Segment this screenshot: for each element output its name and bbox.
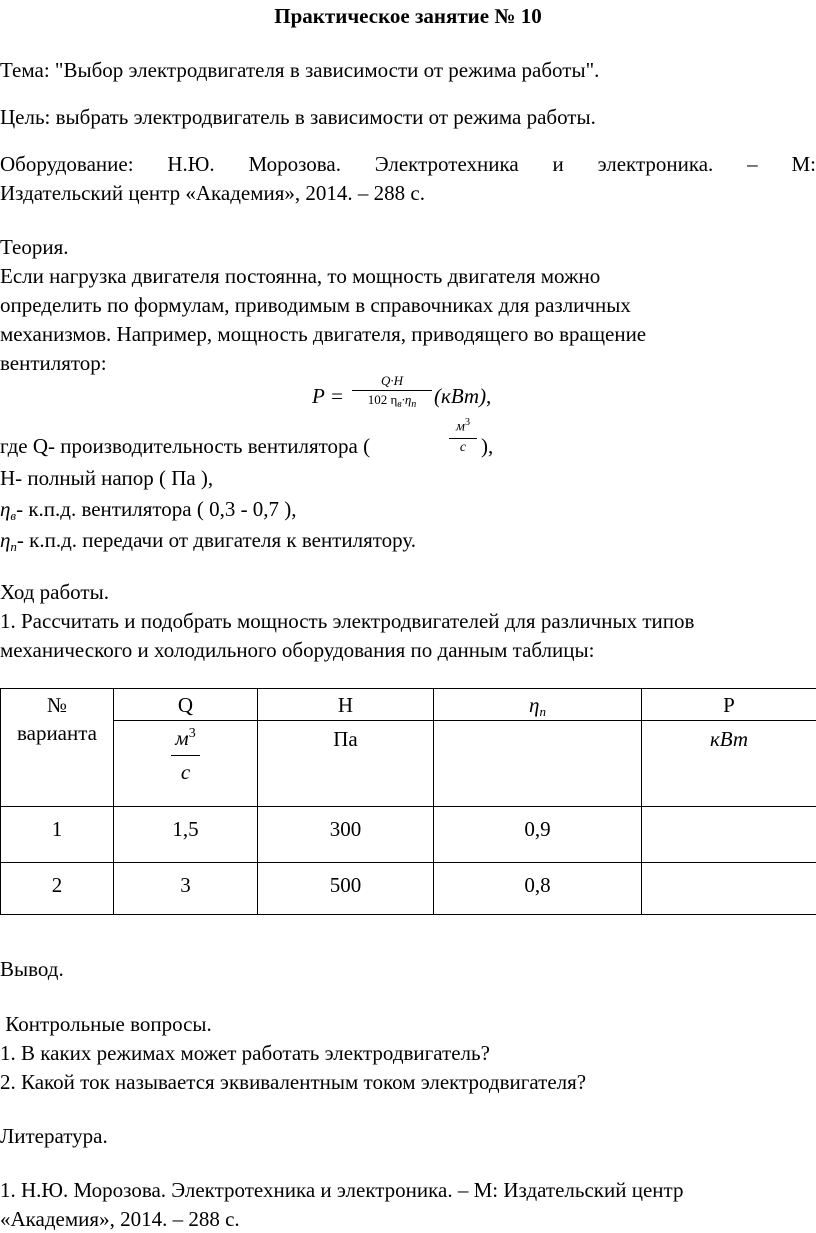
q-unit-denominator: с [459, 439, 467, 455]
theory-heading: Теория. [0, 235, 69, 259]
header-p: P [642, 689, 816, 721]
unit-q: $м^3$ с [114, 720, 258, 806]
equipment-word: Электротехника [374, 152, 519, 176]
header-q: Q [114, 689, 258, 721]
header-variant: № варианта [1, 689, 114, 807]
conclusion-heading: Вывод. [0, 957, 64, 981]
definition-eta-p: $\eta_п-$ к.п.д. передачи от двигателя к вентилятору. [0, 528, 417, 554]
page-title: Практическое занятие № 10 [274, 4, 542, 28]
cell-eta: 0,9 [434, 806, 642, 862]
theory-line: механизмов. Например, мощность двигателя, приводящего во вращение [0, 322, 647, 346]
formula-lhs: P = [312, 384, 344, 408]
definition-h: H- полный напор ( Па ), [0, 466, 214, 490]
equipment-word: и [552, 152, 564, 176]
q-unit-fraction [449, 418, 477, 455]
cell-p [642, 806, 816, 862]
equipment-word: электроника. [597, 152, 714, 176]
cell-h: 300 [258, 806, 434, 862]
equipment-word: – [747, 152, 758, 176]
work-task-line: 1. Рассчитать и подобрать мощность электродвигателей для различных типов [0, 609, 695, 633]
equipment-line-2: Издательский центр «Академия», 2014. – 288 с. [0, 181, 425, 205]
table-row [1, 806, 816, 862]
questions-heading: Контрольные вопросы. [0, 1012, 212, 1036]
formula-unit: (кВт), [434, 384, 492, 408]
header-eta: $\eta_п$ [434, 689, 642, 721]
unit-eta [434, 720, 642, 806]
question-item: 2. Какой ток называется эквивалентным током электродвигателя? [0, 1070, 587, 1094]
table-unit-row [1, 720, 816, 806]
formula-denominator: 102 $\eta_в\cdot\eta_п$ [367, 392, 417, 410]
definition-q-close: ), [481, 434, 494, 458]
formula-fraction [352, 374, 432, 410]
header-h: H [258, 689, 434, 721]
work-heading: Ход работы. [0, 580, 109, 604]
unit-p: кВт [642, 720, 816, 806]
theory-line: вентилятор: [0, 351, 107, 375]
formula-numerator: Q·H [380, 373, 404, 388]
equipment-word: Оборудование: [0, 152, 134, 176]
equipment-word: Морозова. [248, 152, 341, 176]
cell-h: 500 [258, 862, 434, 914]
table-header-row [1, 689, 816, 721]
theory-line: Если нагрузка двигателя постоянна, то мощность двигателя можно [0, 264, 601, 288]
equipment-word: Н.Ю. [167, 152, 215, 176]
cell-p [642, 862, 816, 914]
definition-eta-v: $\eta_в-$ к.п.д. вентилятора ( 0,3 - 0,7 ), [0, 497, 297, 523]
equipment-line-1 [0, 152, 816, 176]
cell-eta: 0,8 [434, 862, 642, 914]
theory-line: определить по формулам, приводимым в справочниках для различных [0, 293, 631, 317]
cell-q: 3 [114, 862, 258, 914]
goal-line: Цель: выбрать электродвигатель в зависимости от режима работы. [0, 105, 596, 129]
cell-variant: 2 [1, 862, 114, 914]
q-unit-numerator: $м^3$ [456, 417, 470, 435]
equipment-word: М: [791, 152, 816, 176]
literature-item: 1. Н.Ю. Морозова. Электротехника и электроника. – М: Издательский центр [0, 1178, 684, 1202]
literature-heading: Литература. [0, 1124, 108, 1148]
cell-q: 1,5 [114, 806, 258, 862]
literature-item: «Академия», 2014. – 288 с. [0, 1207, 240, 1231]
fraction-bar [352, 390, 432, 391]
fraction-bar [449, 438, 477, 439]
work-task-line: механического и холодильного оборудования по данным таблицы: [0, 638, 595, 662]
topic-line: Тема: "Выбор электродвигателя в зависимости от режима работы". [0, 58, 600, 82]
question-item: 1. В каких режимах может работать электродвигатель? [0, 1041, 490, 1065]
data-table [0, 688, 816, 915]
table-row [1, 862, 816, 914]
definition-q: где Q- производительность вентилятора ( [0, 434, 371, 458]
unit-h: Па [258, 720, 434, 806]
cell-variant: 1 [1, 806, 114, 862]
